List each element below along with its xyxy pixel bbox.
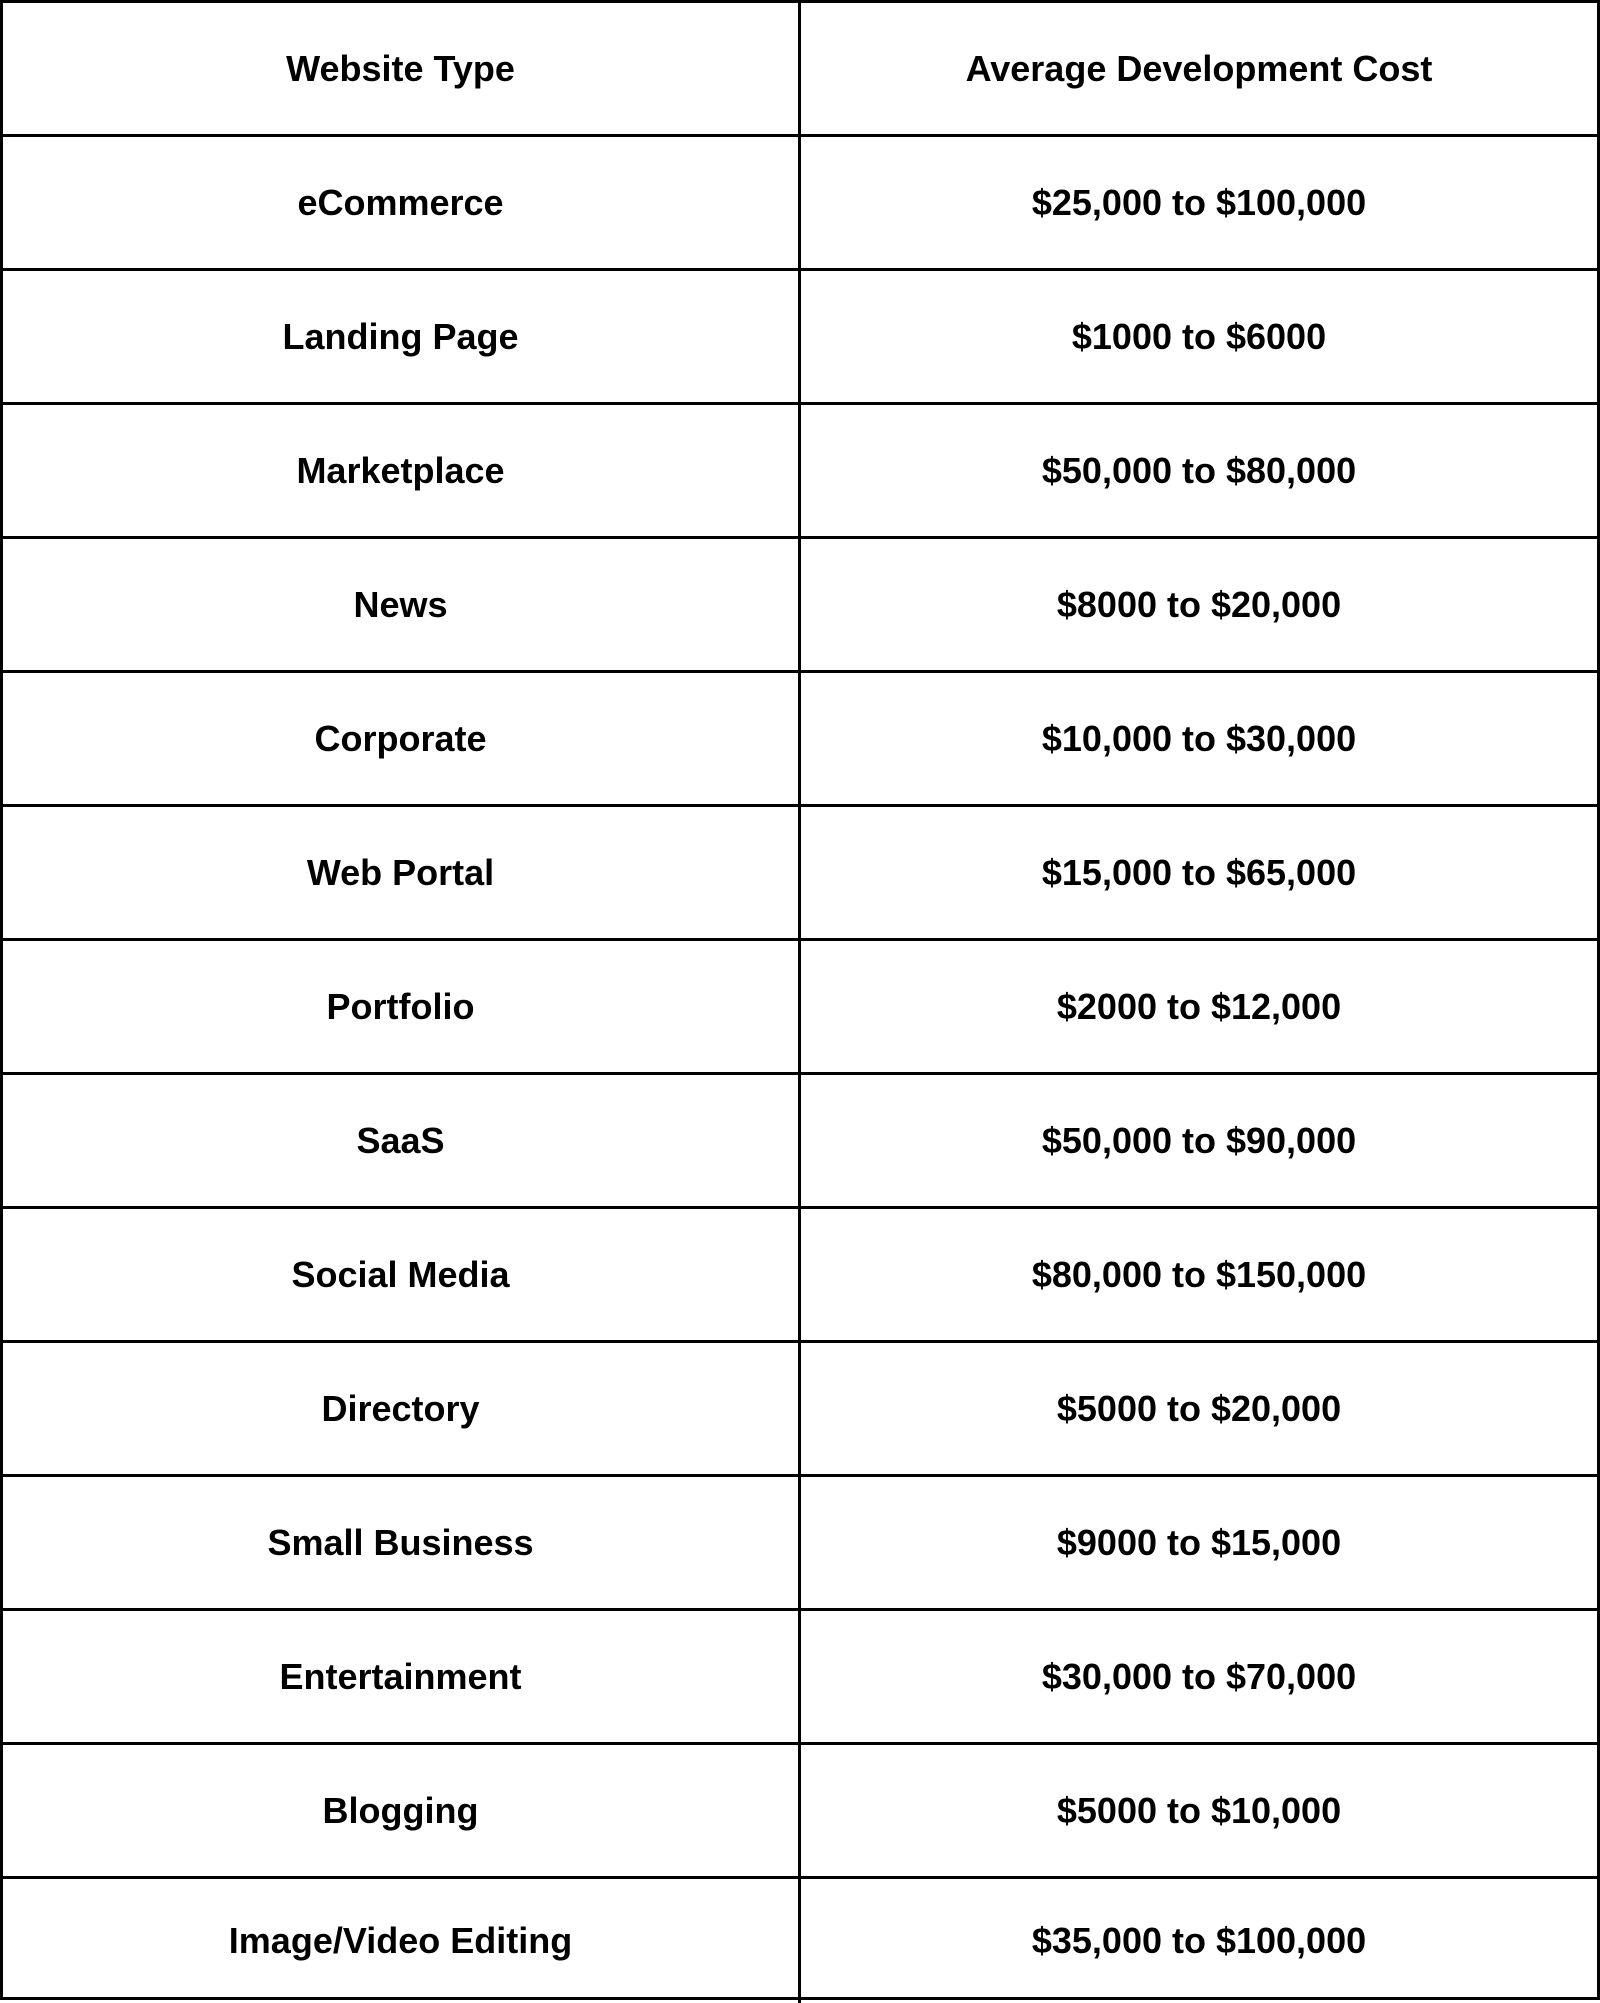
- website-type-cell: Social Media: [3, 1209, 801, 1340]
- website-type-cell: News: [3, 539, 801, 670]
- website-type-cell: Corporate: [3, 673, 801, 804]
- website-type-cell: Web Portal: [3, 807, 801, 938]
- cost-cell: $9000 to $15,000: [1056, 1521, 1342, 1563]
- cost-cell: $15,000 to $65,000: [1041, 851, 1357, 893]
- website-type-cell: Blogging: [3, 1745, 801, 1876]
- table-row: [3, 941, 1597, 1075]
- website-type-cell: Image/Video Editing: [3, 1879, 801, 2003]
- cost-cell: $5000 to $20,000: [1056, 1387, 1342, 1429]
- cost-cell: $50,000 to $80,000: [1041, 449, 1357, 491]
- table-row: [3, 271, 1597, 405]
- table-row: [3, 1343, 1597, 1477]
- table-row: [3, 807, 1597, 941]
- website-type-cell: eCommerce: [3, 137, 801, 268]
- table-row: [3, 137, 1597, 271]
- table-row: [3, 1879, 1597, 2003]
- website-type-cell: Small Business: [3, 1477, 801, 1608]
- cost-cell: $10,000 to $30,000: [1041, 717, 1357, 759]
- cost-cell: $80,000 to $150,000: [1031, 1253, 1367, 1295]
- cost-cell: $5000 to $10,000: [1056, 1789, 1342, 1831]
- cost-cell: $35,000 to $100,000: [1031, 1920, 1367, 1961]
- table-row: [3, 539, 1597, 673]
- table-row: [3, 1745, 1597, 1879]
- header-website-type: Website Type: [3, 3, 801, 134]
- website-type-cell: Landing Page: [3, 271, 801, 402]
- header-average-cost: Average Development Cost: [965, 47, 1433, 89]
- cost-cell: $1000 to $6000: [1071, 315, 1327, 357]
- website-type-cell: Directory: [3, 1343, 801, 1474]
- table-header-row: [3, 3, 1597, 137]
- table-row: [3, 405, 1597, 539]
- website-type-cell: Marketplace: [3, 405, 801, 536]
- website-type-cell: Entertainment: [3, 1611, 801, 1742]
- cost-cell: $30,000 to $70,000: [1041, 1655, 1357, 1697]
- table-row: [3, 1075, 1597, 1209]
- cost-cell: $8000 to $20,000: [1056, 583, 1342, 625]
- table-row: [3, 673, 1597, 807]
- cost-cell: $2000 to $12,000: [1056, 985, 1342, 1027]
- table-row: [3, 1209, 1597, 1343]
- cost-cell: $25,000 to $100,000: [1031, 181, 1367, 223]
- table-row: [3, 1477, 1597, 1611]
- cost-cell: $50,000 to $90,000: [1041, 1119, 1357, 1161]
- table-row: [3, 1611, 1597, 1745]
- website-type-cell: Portfolio: [3, 941, 801, 1072]
- website-type-cell: SaaS: [3, 1075, 801, 1206]
